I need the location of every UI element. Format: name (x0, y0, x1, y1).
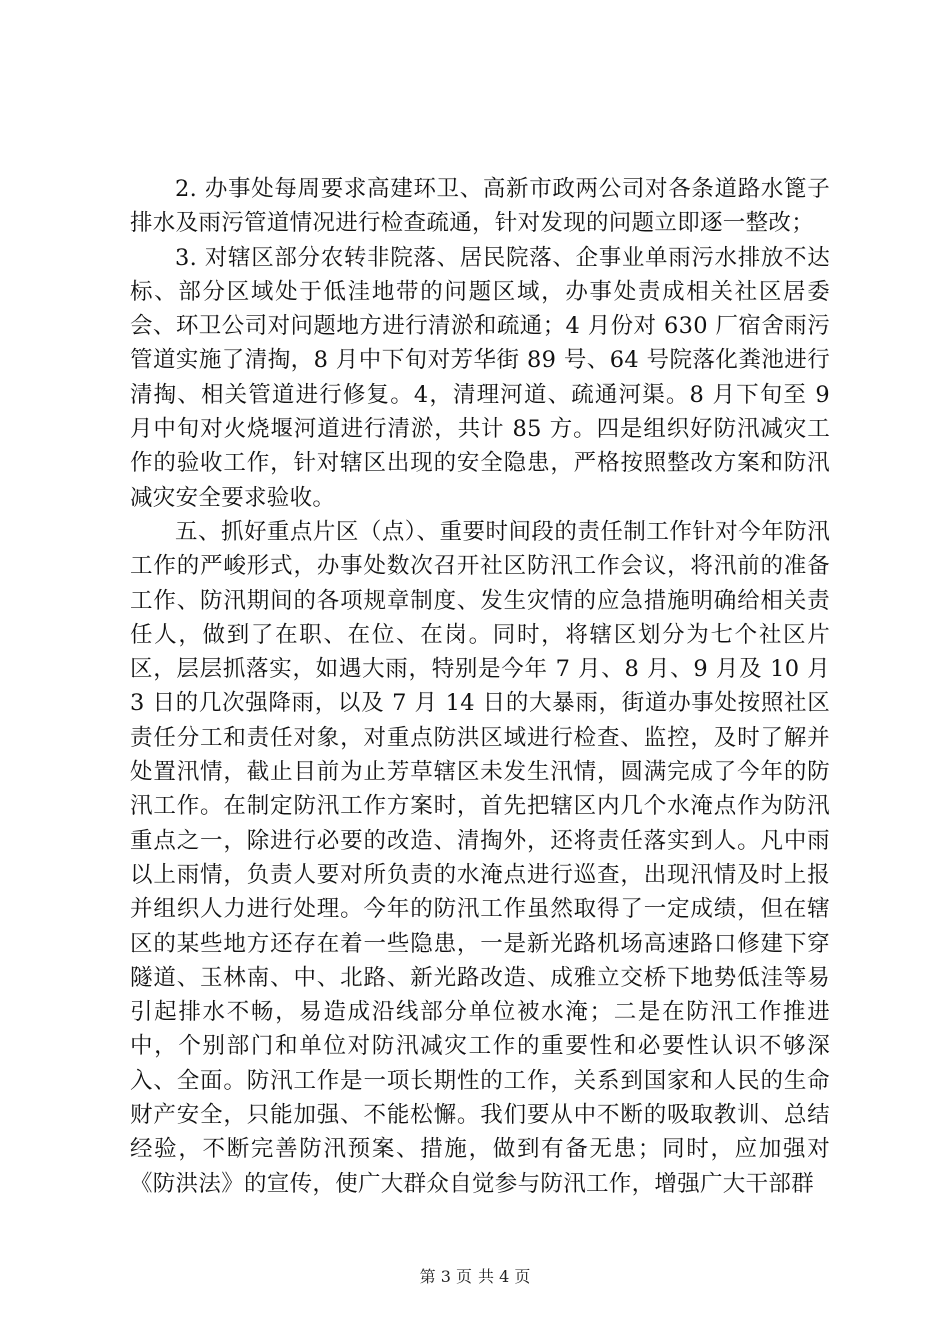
page-footer (0, 1267, 950, 1287)
page-total: 共 4 页 (478, 1267, 531, 1286)
page-number: 第 3 页 (419, 1267, 472, 1286)
paragraph-item-2: 2. 办事处每周要求高建环卫、高新市政两公司对各条道路水篦子排水及雨污管道情况进行检查疏通，针对发现的问题立即逐一整改； (130, 176, 830, 237)
document-body (130, 172, 830, 1201)
paragraph-item-3: 3. 对辖区部分农转非院落、居民院落、企事业单雨污水排放不达标、部分区域处于低洼地带的问题区域，办事处责成相关社区居委会、环卫公司对问题地方进行清淤和疏通；4 月份对 630 厂宿舍雨污管道实施了清掏，8 月中下旬对芳华街 89 号、64 号院落化粪池进行清掏、相关管道进行修复。4，清理河道、疏通河渠。8 月下旬至 9 月中旬对火烧堰河道进行清淤，共计 85 方。四是组织好防汛减灾工作的验收工作，针对辖区出现的安全隐患，严格按照整改方案和防汛减灾安全要求验收。 (130, 244, 830, 511)
paragraph-section-five: 五、抓好重点片区（点）、重要时间段的责任制工作针对今年防汛工作的严峻形式，办事处数次召开社区防汛工作会议，将汛前的准备工作、防汛期间的各项规章制度、发生灾情的应急措施明确给相关责任人，做到了在职、在位、在岗。同时，将辖区划分为七个社区片区，层层抓落实，如遇大雨，特别是今年 7 月、8 月、9 月及 10 月 3 日的几次强降雨，以及 7 月 14 日的大暴雨，街道办事处按照社区责任分工和责任对象，对重点防洪区域进行检查、监控，及时了解并处置汛情，截止目前为止芳草辖区未发生汛情，圆满完成了今年的防汛工作。在制定防汛工作方案时，首先把辖区内几个水淹点作为防汛重点之一，除进行必要的改造、清掏外，还将责任落实到人。凡中雨以上雨情，负责人要对所负责的水淹点进行巡查，出现汛情及时上报并组织人力进行处理。今年的防汛工作虽然取得了一定成绩，但在辖区的某些地方还存在着一些隐患，一是新光路机场高速路口修建下穿隧道、玉林南、中、北路、新光路改造、成雅立交桥下地势低洼等易引起排水不畅，易造成沿线部分单位被水淹；二是在防汛工作推进中，个别部门和单位对防汛减灾工作的重要性和必要性认识不够深入、全面。防汛工作是一项长期性的工作，关系到国家和人民的生命财产安全，只能加强、不能松懈。我们要从中不断的吸取教训、总结经验，不断完善防汛预案、措施，做到有备无患；同时，应加强对《防洪法》的宣传，使广大群众自觉参与防汛工作，增强广大干部群 (130, 518, 830, 1197)
